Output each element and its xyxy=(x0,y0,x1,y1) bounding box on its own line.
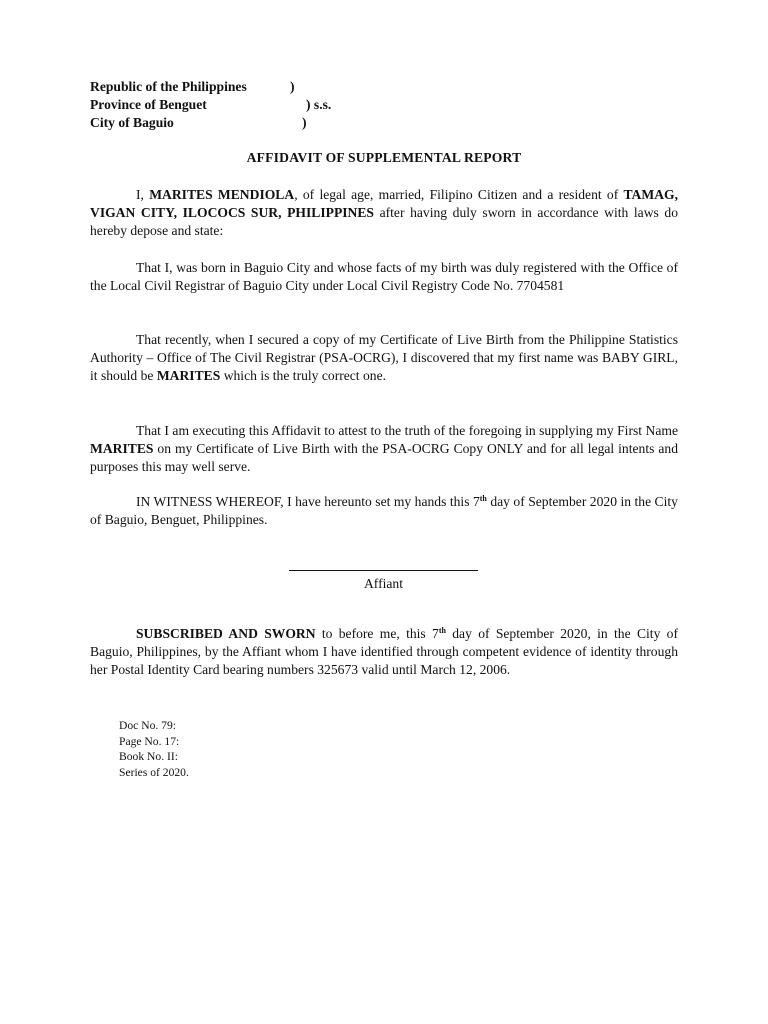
text-segment: day of September 2020, in the City of Baguio, Philippines, by the Affiant whom I have identified through competent evidence of identity through her Postal Identity Card bearing numbers 325673 valid until March 12, 2006. xyxy=(90,626,678,677)
venue-paren: ) xyxy=(290,79,295,94)
ordinal-suffix: th xyxy=(438,626,446,635)
affiant-name: MARITES MENDIOLA xyxy=(149,187,295,202)
page-number: Page No. 17: xyxy=(119,734,180,748)
venue-block xyxy=(90,78,490,132)
text-segment: which is the truly correct one. xyxy=(220,368,387,383)
correct-name: MARITES xyxy=(156,368,221,383)
venue-line-province xyxy=(90,96,490,114)
text-segment: That I am executing this Affidavit to attest to the truth of the foregoing in supplying my First Name xyxy=(136,423,678,438)
venue-line-republic xyxy=(90,78,490,96)
venue-label: Province of Benguet xyxy=(90,97,207,112)
affiant-label: Affiant xyxy=(363,576,403,591)
first-name: MARITES xyxy=(90,441,154,456)
paragraph-purpose xyxy=(90,422,678,476)
venue-line-city xyxy=(90,114,490,132)
venue-paren: ) xyxy=(302,115,307,130)
paragraph-jurat xyxy=(90,625,678,679)
text-segment: I, xyxy=(136,187,150,202)
series-year: Series of 2020. xyxy=(119,765,189,779)
venue-label: Republic of the Philippines xyxy=(90,79,247,94)
affiant-address: TAMAG, VIGAN CITY, ILOCOCS SUR, PHILIPPINES xyxy=(90,187,678,220)
venue-paren: ) s.s. xyxy=(306,97,332,112)
signature-line xyxy=(289,570,478,571)
paragraph-birth-registration: That I, was born in Baguio City and whose facts of my birth was duly registered with the Office of the Local Civil Registrar of Baguio City under Local Civil Registry Code No. 7704581 xyxy=(90,260,678,293)
text-segment: to before me, this 7 xyxy=(315,626,439,641)
document-title: AFFIDAVIT OF SUPPLEMENTAL REPORT xyxy=(246,150,522,165)
book-number: Book No. II: xyxy=(119,750,178,763)
venue-label: City of Baguio xyxy=(90,115,174,130)
text-segment: That recently, when I secured a copy of my Certificate of Live Birth from the Philippine Statistics Authority – Office of The Civil Registrar (PSA-OCRG), I discovered that my first name was BABY GIRL, it should be xyxy=(90,332,678,383)
text-segment: day of September 2020 in the City of Baguio, Benguet, Philippines. xyxy=(90,494,678,527)
jurat-heading: SUBSCRIBED AND SWORN xyxy=(136,626,316,641)
paragraph-witness xyxy=(90,493,678,529)
text-segment: after having duly sworn in accordance with laws do hereby depose and state: xyxy=(90,205,678,238)
paragraph-affiant-identity xyxy=(90,186,678,240)
doc-number: Doc No. 79: xyxy=(119,719,176,732)
ordinal-suffix: th xyxy=(479,494,487,503)
text-segment: IN WITNESS WHEREOF, I have hereunto set my hands this 7 xyxy=(136,494,480,509)
text-segment: , of legal age, married, Filipino Citizen and a resident of xyxy=(294,187,624,202)
notarial-doc-info xyxy=(119,718,189,780)
paragraph-discovery xyxy=(90,331,678,385)
text-segment: on my Certificate of Live Birth with the PSA-OCRG Copy ONLY and for all legal intents and purposes this may well serve. xyxy=(90,441,678,474)
